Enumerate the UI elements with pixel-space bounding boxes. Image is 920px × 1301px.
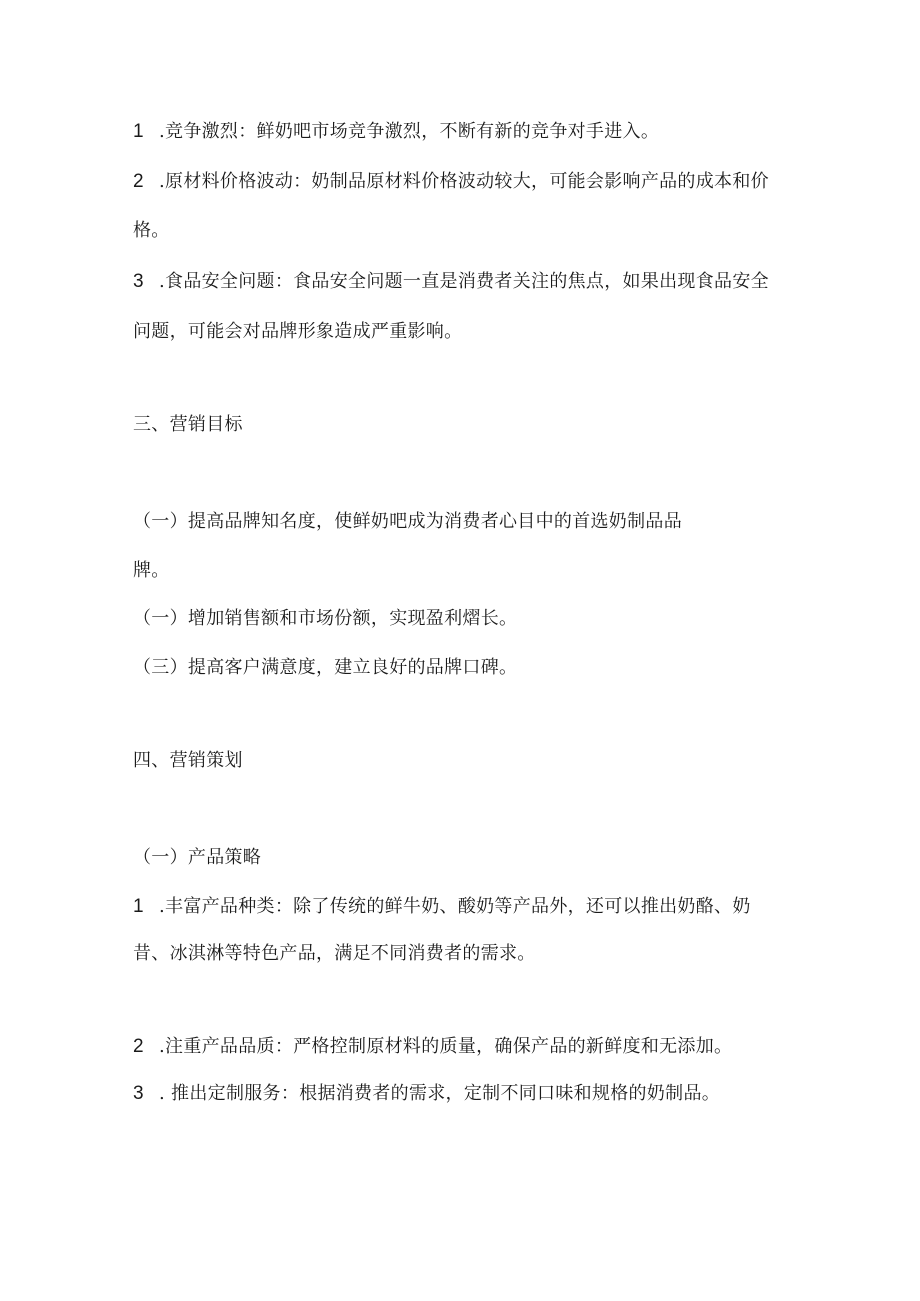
risk-item-3-continuation — [133, 320, 462, 344]
goal-1-continuation — [133, 559, 170, 583]
risk-item-2-text-line2: 格。 — [133, 220, 170, 241]
product-item-1-text-line1: .丰富产品种类：除了传统的鲜牛奶、酸奶等产品外，还可以推出奶酪、奶 — [159, 896, 751, 917]
product-item-2-text: .注重产品品质：严格控制原材料的质量，确保产品的新鲜度和无添加。 — [159, 1036, 733, 1057]
section-4-subtitle: （一）产品策略 — [133, 847, 262, 868]
goal-2 — [133, 607, 517, 631]
product-item-1-text-line2: 昔、冰淇淋等特色产品，满足不同消费者的需求。 — [133, 943, 536, 964]
product-item-3-text: . 推出定制服务：根据消费者的需求，定制不同口味和规格的奶制品。 — [159, 1083, 721, 1104]
risk-item-2-continuation — [133, 219, 170, 243]
risk-item-3 — [133, 270, 769, 294]
risk-item-2-text-line1: .原材料价格波动：奶制品原材料价格波动较大，可能会影响产品的成本和价 — [159, 171, 769, 192]
goal-2-text: （一）增加销售额和市场份额，实现盈利熠长。 — [133, 608, 518, 629]
risk-item-1 — [133, 120, 659, 144]
section-4-title: 四、营销策划 — [133, 750, 243, 771]
product-item-2-number: 2 — [133, 1036, 144, 1057]
product-item-3-number: 3 — [133, 1083, 144, 1104]
product-item-2 — [133, 1035, 732, 1059]
product-item-3 — [133, 1082, 720, 1106]
risk-item-2-number: 2 — [133, 171, 144, 192]
goal-1 — [133, 510, 682, 534]
risk-item-3-text-line1: .食品安全问题：食品安全问题一直是消费者关注的焦点，如果出现食品安全 — [159, 271, 769, 292]
risk-item-3-number: 3 — [133, 271, 144, 292]
goal-1-text-line1: （一）提高品牌知名度，使鲜奶吧成为消费者心目中的首选奶制品品 — [133, 511, 682, 532]
risk-item-1-number: 1 — [133, 121, 144, 142]
risk-item-2 — [133, 170, 769, 194]
product-item-1 — [133, 895, 751, 919]
product-item-1-number: 1 — [133, 896, 144, 917]
section-3-title: 三、营销目标 — [133, 414, 243, 435]
risk-item-3-text-line2: 问题，可能会对品牌形象造成严重影响。 — [133, 321, 463, 342]
product-item-1-continuation — [133, 942, 536, 966]
risk-item-1-text: .竞争激烈：鲜奶吧市场竞争激烈，不断有新的竞争对手进入。 — [159, 121, 660, 142]
goal-3 — [133, 656, 517, 680]
goal-1-text-line2: 牌。 — [133, 560, 170, 581]
goal-3-text: （三）提高客户满意度，建立良好的品牌口碑。 — [133, 657, 518, 678]
